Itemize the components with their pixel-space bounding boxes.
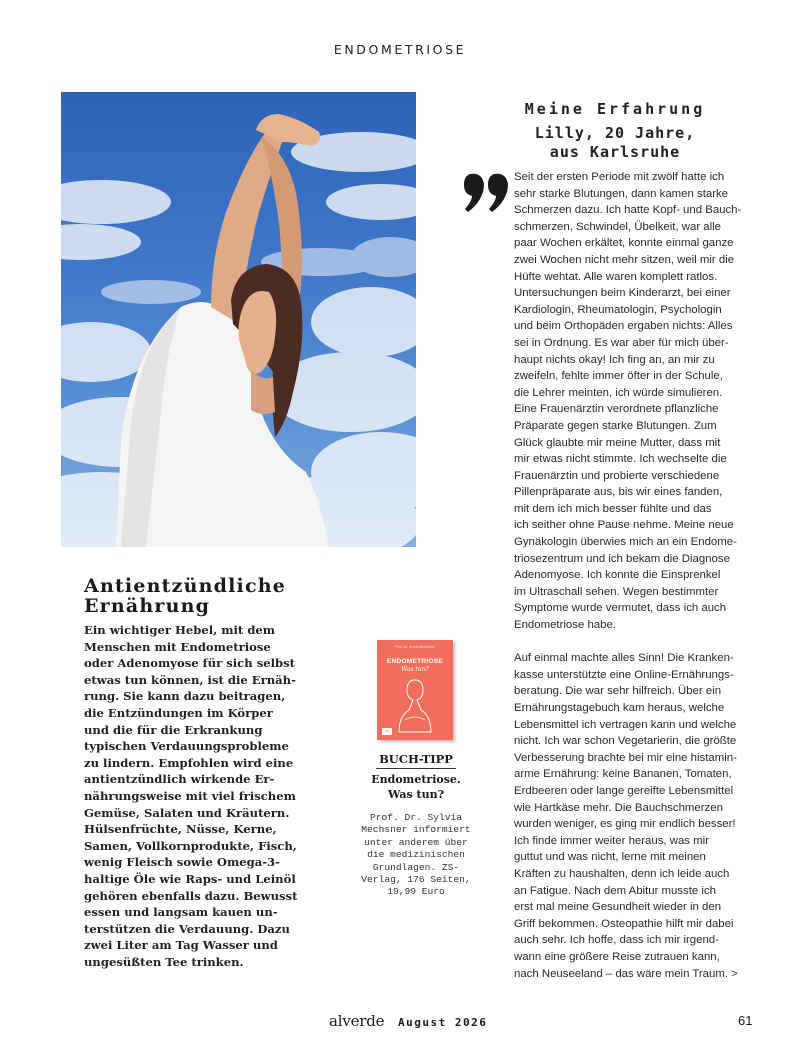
book-cover-subtitle: Was tun?: [401, 666, 429, 673]
experience-text-line: Eine Frauenärztin verordnete pflanzliche: [514, 403, 719, 416]
book-description-line: Grundlagen. ZS-: [372, 861, 460, 873]
experience-text-line: Adenomyose. Ich konnte die Einsprenkel: [514, 569, 721, 582]
experience-text-line: mir etwas nicht stimmte. Ich wechselte die: [514, 453, 727, 466]
diet-text-line: die Entzündungen im Körper: [84, 705, 273, 720]
diet-text-line: Hülsenfrüchte, Nüsse, Kerne,: [84, 822, 277, 837]
diet-text-line: nährungsweise mit viel frischem: [84, 788, 296, 803]
experience-body: [514, 169, 759, 999]
experience-text-line: Gynäkologin überwies mich an ein Endome-: [514, 536, 737, 549]
experience-text-line: zweifeln, fehlte immer öfter in der Schule,: [514, 370, 723, 383]
book-title: [358, 772, 474, 802]
experience-text-line: haupt nichts okay! Ich fing an, an mir zu: [514, 353, 715, 366]
diet-title-line-1: Antientzündliche: [84, 575, 287, 597]
experience-title: Meine Erfahrung: [524, 100, 706, 118]
diet-text-line: etwas tun können, ist die Ernäh-: [84, 672, 296, 687]
experience-paragraph-2: [514, 650, 759, 982]
experience-text-line: die Lehrer meinten, ich würde simulieren.: [514, 386, 723, 399]
footer-issue-date: August 2026: [398, 1016, 488, 1029]
diet-text-line: haltige Öle wie Raps- und Leinöl: [84, 871, 296, 886]
experience-text-line: und beim Orthopäden ergaben nichts: Alles: [514, 320, 733, 333]
book-cover-illustration: [391, 676, 439, 734]
experience-text-line: zwei Wochen nicht mehr sitzen, weil mir die: [514, 253, 735, 266]
diet-text-line: Menschen mit Endometriose: [84, 639, 271, 654]
experience-text-line: sei in Ordnung. Es war aber für mich über-: [514, 336, 729, 349]
experience-paragraph-1: [514, 169, 759, 634]
diet-text-line: rung. Sie kann dazu beitragen,: [84, 689, 286, 704]
experience-text-line: wann eine größere Reise zutrauen kann,: [514, 950, 720, 963]
experience-text-line: beratung. Die war sehr hilfreich. Über ein: [514, 685, 722, 698]
woman-stretching-image: [61, 92, 416, 547]
diet-title: [84, 576, 324, 616]
diet-text-line: zu lindern. Empfohlen wird eine: [84, 755, 294, 770]
experience-subtitle-city: aus Karlsruhe: [549, 143, 681, 161]
footer-brand-logo: alverde: [329, 1012, 385, 1030]
experience-text-line: an Fatigue. Nach dem Abitur musste ich: [514, 884, 716, 897]
experience-text-line: nicht. Ich war schon Vegetarierin, die größte: [514, 735, 737, 748]
experience-text-line: arme Ernährung: keine Bananen, Tomaten,: [514, 768, 732, 781]
experience-text-line: Auf einmal machte alles Sinn! Die Kranken-: [514, 652, 734, 665]
experience-text-line: Glück glaubte mir meine Mutter, dass mit: [514, 436, 721, 449]
experience-text-line: Symptome wurde vermutet, dass ich auch: [514, 602, 727, 615]
experience-text-line: auch sehr. Ich hoffe, dass ich mir irgend-: [514, 934, 719, 947]
diet-text-line: ungesüßten Tee trinken.: [84, 954, 244, 969]
book-cover-title: ENDOMETRIOSE: [386, 658, 444, 665]
experience-text-line: triosezentrum und ich bekam die Diagnose: [514, 552, 730, 565]
experience-text-line: Pillenpräparate aus, bis wir eines fanden,: [514, 486, 723, 499]
book-cover-author: Prof. Dr. Sylvia Mechsner: [395, 645, 435, 649]
experience-text-line: sehr starke Blutungen, dann kamen starke: [514, 187, 729, 200]
experience-text-line: Verbesserung brachte bei mir eine histamin-: [514, 751, 737, 764]
diet-text-line: typischen Verdauungsprobleme: [84, 739, 289, 754]
diet-text-line: zwei Liter am Tag Wasser und: [84, 938, 278, 953]
diet-text-line: terstützen die Verdauung. Dazu: [84, 921, 290, 936]
book-description-line: Verlag, 176 Seiten,: [361, 874, 471, 886]
experience-text-line: Präparate gegen starke Blutungen. Zum: [514, 419, 717, 432]
book-tip-label: BUCH-TIPP: [379, 752, 453, 766]
book-title-line-2: Was tun?: [387, 788, 445, 801]
experience-text-line: im Ultraschall sehen. Wegen bestimmter: [514, 585, 719, 598]
hero-photo: [61, 92, 416, 547]
book-tip-divider: [376, 768, 456, 769]
experience-text-line: Kardiologin, Rheumatologin, Psychologin: [514, 303, 722, 316]
diet-text-line: oder Adenomyose für sich selbst: [84, 656, 295, 671]
experience-text-line: erst mal meine Gesundheit wieder in den: [514, 901, 722, 914]
book-description: [358, 812, 474, 899]
diet-body: [84, 622, 309, 970]
book-description-line: 19,99 Euro: [387, 886, 445, 898]
book-description-line: unter anderem über: [364, 836, 468, 848]
book-description-line: Prof. Dr. Sylvia: [369, 812, 463, 823]
diet-text-line: Ein wichtiger Hebel, mit dem: [84, 623, 276, 637]
experience-text-line: ich seither ohne Pause nehme. Meine neue: [514, 519, 734, 532]
diet-text-line: antientzündlich wirkende Er-: [84, 772, 275, 787]
book-description-line: die medizinischen: [367, 849, 465, 861]
book-cover-logo: ZS: [382, 728, 392, 735]
experience-text-line: Endometriose habe.: [514, 619, 616, 632]
experience-text-line: Ernährungstagebuch kam heraus, welche: [514, 702, 725, 714]
experience-text-line: Frauenärztin und probierte verschiedene: [514, 469, 720, 482]
experience-text-line: wurden weniger, es ging mir endlich besser!: [514, 818, 736, 831]
page-number: 61: [738, 1013, 753, 1028]
experience-text-line: paar Wochen erkältet, konnte einmal ganze: [514, 237, 734, 250]
diet-text-line: wenig Fleisch sowie Omega-3-: [84, 855, 280, 870]
diet-text-line: essen und langsam kauen un-: [84, 905, 278, 920]
experience-text-line: schmerzen, Schwindel, Übelkeit, war alle: [514, 220, 722, 233]
diet-text-line: Samen, Vollkornprodukte, Fisch,: [84, 838, 297, 853]
experience-text-line: Untersuchungen beim Kinderarzt, bei einer: [514, 287, 731, 300]
book-title-line-1: Endometriose.: [371, 773, 461, 786]
diet-title-line-2: Ernährung: [84, 595, 211, 617]
experience-text-line: wie Hartkäse mehr. Die Bauchschmerzen: [514, 801, 723, 814]
book-cover-image: [377, 640, 453, 740]
experience-text-line: Griff bekommen. Osteopathie hilft mir dabei: [514, 917, 734, 930]
diet-text-line: gehören ebenfalls dazu. Bewusst: [84, 888, 298, 903]
quote-mark-icon: [462, 170, 512, 215]
experience-text-line: kasse unterstützte eine Online-Ernährungs-: [514, 668, 734, 681]
section-tag: ENDOMETRIOSE: [333, 42, 467, 57]
experience-subtitle-name: Lilly, 20 Jahre,: [534, 124, 696, 142]
book-description-line: Mechsner informiert: [361, 824, 471, 836]
experience-text-line: Hüfte wehtat. Alle waren komplett ratlos.: [514, 270, 718, 283]
experience-text-line: Ich finde immer weiter heraus, was mir: [514, 834, 709, 847]
experience-text-line: Schmerzen dazu. Ich hatte Kopf- und Bauch-: [514, 204, 742, 217]
experience-text-line: Kräften zu haushalten, denn ich leide auch: [514, 867, 730, 880]
diet-text-line: und die für die Erkrankung: [84, 722, 263, 737]
experience-text-line: Seit der ersten Periode mit zwölf hatte ich: [514, 171, 725, 183]
experience-text-line: mit dem ich mich besser fühlte und das: [514, 502, 712, 515]
experience-text-line: Erdbeeren oder lange gereifte Lebensmittel: [514, 784, 734, 797]
experience-text-line: nach Neuseeland – das wäre mein Traum. >: [514, 967, 738, 980]
diet-text-line: Gemüse, Salaten und Kräutern.: [84, 805, 290, 820]
experience-text-line: Lebensmittel ich vertragen kann und welche: [514, 718, 737, 731]
experience-text-line: guttut und was nicht, lerne mit meinen: [514, 851, 706, 864]
